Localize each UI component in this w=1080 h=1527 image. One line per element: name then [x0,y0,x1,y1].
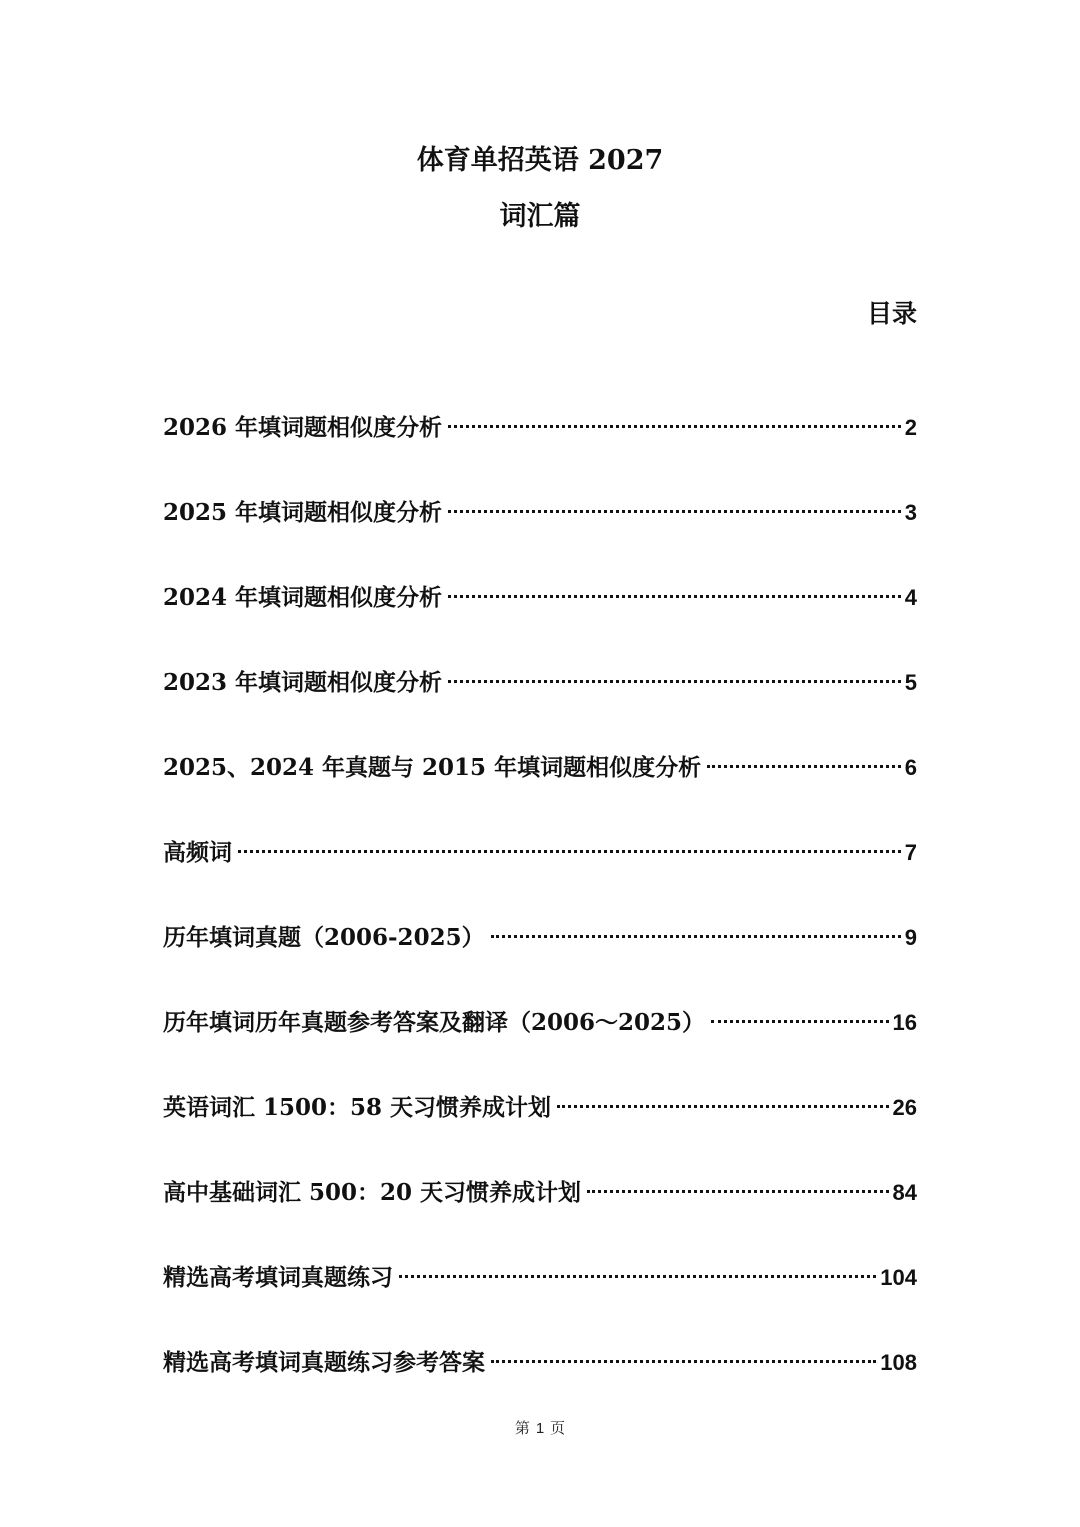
toc-entry[interactable] [163,1260,917,1345]
toc-leader-dots [711,1020,888,1023]
page-number: 1 [535,1420,545,1437]
toc-entry[interactable] [163,495,917,580]
toc-entry-page: 84 [892,1180,917,1205]
toc-entry[interactable] [163,665,917,750]
toc-leader-dots [557,1105,888,1108]
toc-leader-dots [448,595,901,598]
document-title: 体育单招英语 2027 [416,145,664,176]
toc-entry-title: 2026 年填词题相似度分析 [163,414,443,441]
toc-entry-title: 2025、2024 年真题与 2015 年填词题相似度分析 [163,754,702,781]
toc-leader-dots [238,850,901,853]
toc-entry-page: 108 [880,1350,917,1375]
toc-leader-dots [448,425,901,428]
toc-entry-title: 2023 年填词题相似度分析 [163,669,443,696]
toc-entry-page: 6 [904,755,917,780]
toc-leader-dots [707,765,901,768]
toc-entry-title: 高中基础词汇 500：20 天习惯养成计划 [163,1179,582,1206]
document-subtitle: 词汇篇 [499,201,581,232]
toc-entry[interactable] [163,1175,917,1260]
toc-entry-title: 2024 年填词题相似度分析 [163,584,443,611]
toc-entry-page: 3 [904,500,917,525]
page-footer-prefix: 第 [514,1419,530,1437]
toc-entry-page: 5 [904,670,917,695]
toc-entry-page: 4 [904,585,917,610]
toc-entry-page: 104 [880,1265,917,1290]
toc-entry[interactable] [163,1090,917,1175]
toc-entry-title: 2025 年填词题相似度分析 [163,499,443,526]
toc-leader-dots [399,1275,876,1278]
toc-entry[interactable] [163,920,917,1005]
toc-entry[interactable] [163,750,917,835]
toc-entry-page: 9 [904,925,917,950]
toc-entry-title: 历年填词历年真题参考答案及翻译（2006～2025） [163,1009,706,1036]
page-footer-suffix: 页 [550,1419,566,1437]
toc-leader-dots [491,1360,876,1363]
toc-entry-title: 高频词 [163,839,232,866]
toc-entry-page: 2 [904,415,917,440]
page-footer [0,1418,1080,1439]
toc-entry[interactable] [163,410,917,495]
table-of-contents [163,410,917,1430]
toc-heading: 目录 [866,299,917,328]
toc-leader-dots [448,510,901,513]
toc-entry-title: 精选高考填词真题练习 [163,1264,393,1291]
toc-leader-dots [448,680,901,683]
toc-entry-page: 7 [904,840,917,865]
toc-leader-dots [587,1190,888,1193]
toc-entry-page: 16 [892,1010,917,1035]
toc-entry[interactable] [163,580,917,665]
toc-entry-title: 英语词汇 1500：58 天习惯养成计划 [163,1094,552,1121]
toc-leader-dots [491,935,901,938]
toc-entry-title: 精选高考填词真题练习参考答案 [163,1349,485,1376]
toc-entry[interactable] [163,835,917,920]
toc-entry-page: 26 [892,1095,917,1120]
toc-entry-title: 历年填词真题（2006-2025） [163,924,485,951]
toc-entry[interactable] [163,1005,917,1090]
